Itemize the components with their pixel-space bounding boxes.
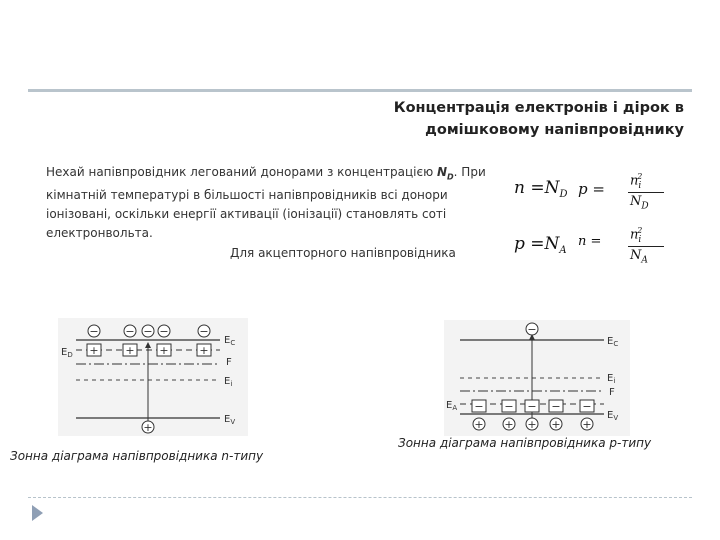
formula-donor-p-den	[630, 194, 649, 212]
n-type-caption: Зонна діаграма напівпровідника n-типу	[10, 449, 264, 463]
fraction-bar	[628, 246, 664, 247]
donor-sign: +	[89, 344, 99, 357]
donor-sign: +	[199, 344, 209, 357]
acceptor-sign: −	[474, 400, 484, 413]
formula-donor-p-lhs: p =	[578, 180, 605, 198]
electron-sign: −	[143, 325, 153, 338]
slide-title	[264, 97, 684, 141]
label-ea-sub: A	[452, 404, 458, 412]
acceptor-sign: −	[504, 400, 514, 413]
formula-acceptor-n-den-sub: A	[641, 255, 648, 266]
label-f: F	[226, 357, 232, 368]
formula-acceptor-n-den-n: N	[630, 248, 642, 263]
electron-sign: −	[89, 325, 99, 338]
electron-sign: −	[199, 325, 209, 338]
formula-donor-p-num-n: n	[630, 173, 639, 189]
hole-sign: +	[582, 418, 592, 431]
paragraph-text-before: Нехай напівпровідник легований донорами з концентрацією	[46, 165, 437, 179]
paragraph-symbol	[436, 165, 454, 182]
intro-paragraph	[46, 163, 496, 243]
footer-divider	[28, 497, 692, 498]
acceptor-label: Для акцепторного напівпровідника	[230, 246, 456, 260]
formula-donor-n-sub: D	[559, 189, 568, 200]
paragraph-text-after: . При кімнатній температурі в більшості напівпровідників всі донори іонізовані, оскільки енергії активації (іонізації) становлять соті електронвольта.	[46, 165, 486, 241]
formula-acceptor-p-lhs: p =N	[514, 234, 560, 254]
p-type-caption: Зонна діаграма напівпровідника p-типу	[398, 436, 652, 450]
label-ec-main: E	[607, 336, 614, 347]
paragraph-symbol-n: N	[436, 165, 448, 179]
p-type-band-diagram	[444, 320, 630, 436]
hole-sign: +	[551, 418, 561, 431]
hole-sign: +	[504, 418, 514, 431]
donor-sign: +	[125, 344, 135, 357]
hole-sign: +	[143, 421, 153, 434]
label-f: F	[609, 387, 615, 398]
label-ev-main: E	[224, 414, 231, 425]
label-ev-main: E	[607, 410, 614, 421]
slide-title-line-1: Концентрація електронів і дірок в	[393, 100, 684, 116]
label-ei-sub: i	[230, 380, 233, 388]
formula-donor-n	[514, 178, 568, 200]
formula-donor-p-num-sub: i	[638, 180, 642, 191]
title-divider-top	[28, 89, 692, 92]
formula-donor-p-den-n: N	[630, 194, 642, 209]
slide-title-line-2: домішковому напівпровіднику	[425, 122, 684, 138]
fraction-bar	[628, 192, 664, 193]
hole-sign: +	[527, 418, 537, 431]
formula-acceptor-n	[578, 226, 674, 272]
formula-acceptor-n-den	[630, 248, 648, 266]
formula-donor-p-num	[630, 172, 646, 191]
paragraph-symbol-sub: D	[447, 172, 454, 182]
next-slide-arrow-icon[interactable]	[32, 505, 43, 521]
formula-acceptor-n-num-sub: i	[638, 234, 642, 245]
formula-donor-p-den-sub: D	[641, 201, 649, 212]
formula-acceptor-p-sub: A	[559, 245, 567, 256]
label-ei-main: E	[607, 373, 614, 384]
electron-sign: −	[527, 323, 537, 336]
label-ec-sub: C	[230, 339, 236, 347]
n-type-band-diagram	[58, 318, 248, 436]
label-ed-sub: D	[67, 351, 73, 359]
formula-donor-n-lhs: n =N	[514, 178, 560, 198]
label-ed-main: E	[61, 347, 68, 358]
formula-acceptor-n-num-n: n	[630, 227, 639, 243]
electron-sign: −	[125, 325, 135, 338]
acceptor-sign: −	[582, 400, 592, 413]
acceptor-sign: −	[551, 400, 561, 413]
label-ev-sub: V	[613, 414, 619, 422]
label-ei-main: E	[224, 376, 231, 387]
label-ec-sub: C	[613, 340, 619, 348]
formula-donor-p-num-sup: 2	[637, 172, 643, 181]
hole-sign: +	[474, 418, 484, 431]
label-ei-sub: i	[613, 377, 616, 385]
formula-acceptor-n-lhs: n =	[578, 234, 602, 249]
donor-sign: +	[159, 344, 169, 357]
formula-acceptor-n-num-sup: 2	[637, 226, 643, 235]
formula-donor-p	[578, 172, 674, 218]
formula-acceptor-n-num	[630, 226, 646, 245]
label-ev-sub: V	[230, 418, 236, 426]
electron-sign: −	[159, 325, 169, 338]
acceptor-sign: −	[527, 400, 537, 413]
label-ea-main: E	[446, 400, 453, 411]
formula-acceptor-p	[514, 234, 567, 256]
label-ec-main: E	[224, 335, 231, 346]
